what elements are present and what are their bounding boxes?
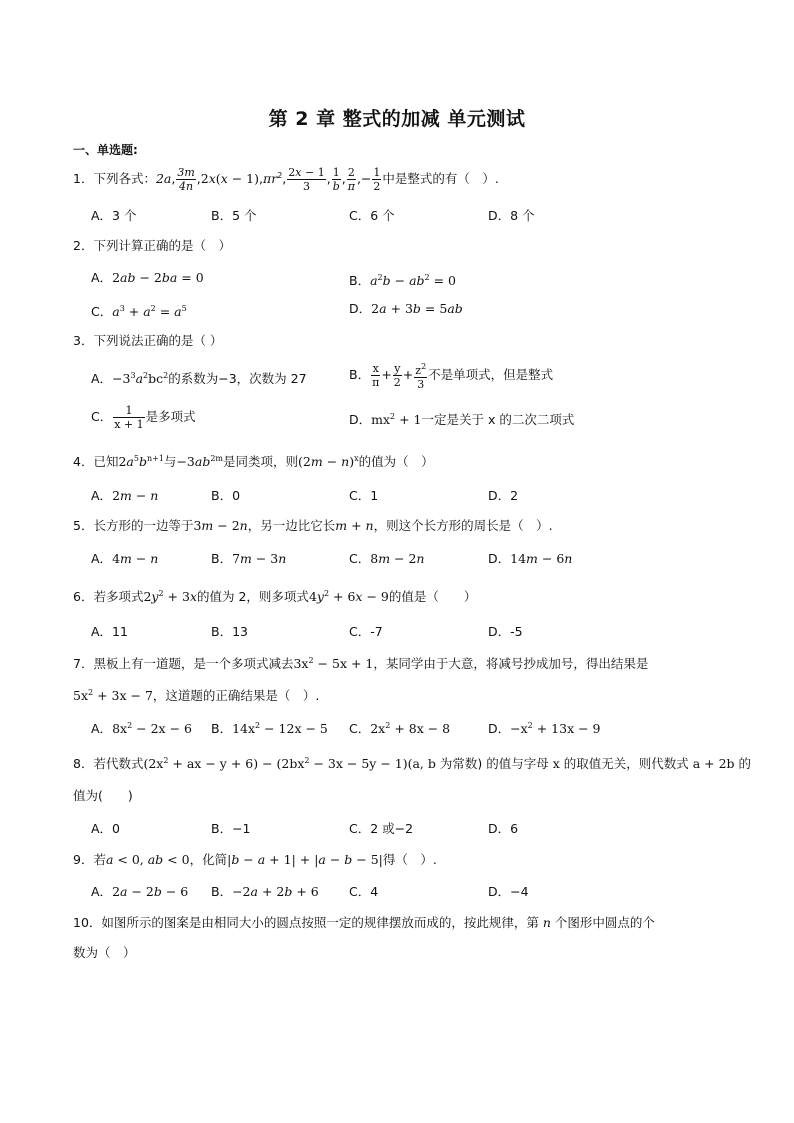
q1-option-a: A．3 个 — [91, 208, 137, 223]
question-3: 3．下列说法正确的是（ ） — [73, 333, 223, 348]
q6-option-a: A．11 — [91, 624, 128, 639]
question-1-prefix: 1．下列各式： — [73, 171, 156, 186]
question-10: 10．如图所示的图案是由相同大小的圆点按照一定的规律摆放而成的，按此规律，第 n 个图形中圆点的个 — [73, 915, 655, 930]
q3-option-d: D．$mx^2 + 1$一定是关于 x 的二次二项式 — [349, 412, 575, 427]
q8-option-b: B．−1 — [211, 821, 251, 836]
q9-option-c: C．4 — [349, 884, 379, 899]
section-heading: 一、单选题: — [73, 143, 138, 157]
q3-option-a: A．$-3^3a^2bc^2$的系数为−3，次数为 27 — [91, 371, 307, 386]
q4-option-a: A．2m − n — [91, 488, 159, 503]
q7-option-c: C．$2x^2 + 8x - 8$ — [349, 721, 451, 736]
q7-option-a: A．$8x^2 - 2x - 6$ — [91, 721, 192, 736]
q6-option-d: D．-5 — [488, 624, 523, 639]
question-4: 4．已知$2a^5b^{n+1}$与$-3ab^{2m}$是同类项，则$(2m - n)^x$的值为（ ） — [73, 454, 434, 469]
q2-option-a: A．2ab − 2ba = 0 — [91, 270, 204, 285]
q9-option-b: B．−2a + 2b + 6 — [211, 884, 319, 899]
q5-option-c: C．8m − 2n — [349, 551, 425, 566]
q5-option-a: A．4m − n — [91, 551, 159, 566]
question-2: 2．下列计算正确的是（ ） — [73, 238, 231, 253]
q4-option-b: B．0 — [211, 488, 241, 503]
question-8-cont: 值为( ) — [73, 788, 133, 803]
question-1: 1．下列各式：2a, $\frac{3m}{4n}$ $,2x(x - 1),\pi r^2$, $\frac{2x - 1}{3}$ , $\frac{1}{b}$ , $\frac{2}{\pi}$ ,− $\frac{1}{2}$ 中是整式的有（ ）. — [73, 166, 499, 193]
q3-option-b: B． $\frac{x}{\pi}$ + $\frac{y}{2}$ + $\frac{z^2}{3}$ 不是单项式，但是整式 — [349, 362, 554, 391]
q2-option-c: C．$a^3 + a^2 = a^5$ — [91, 304, 187, 319]
question-9: 9．若a < 0, ab < 0，化简|b − a + 1| + |a − b − 5|得（ ）. — [73, 852, 437, 867]
q1-option-c: C．6 个 — [349, 208, 395, 223]
question-6: 6．若多项式$2y^2 + 3x$的值为 2，则多项式$4y^2 + 6x - 9$的值是（ ） — [73, 589, 477, 604]
q8-option-d: D．6 — [488, 821, 519, 836]
q4-option-d: D．2 — [488, 488, 519, 503]
q8-option-a: A．0 — [91, 821, 121, 836]
q3-option-c: C． $\frac{1}{x + 1}$ 是多项式 — [91, 404, 196, 431]
question-7-cont: $5x^2 + 3x - 7$，这道题的正确结果是（ ）. — [73, 688, 320, 703]
q7-option-d: D．$-x^2 + 13x - 9$ — [488, 721, 601, 736]
q8-option-c: C．2 或−2 — [349, 821, 414, 836]
q2-option-b: B．$a^2b - ab^2 = 0$ — [349, 273, 456, 288]
q6-option-b: B．13 — [211, 624, 248, 639]
q9-option-d: D．−4 — [488, 884, 529, 899]
question-10-cont: 数为（ ） — [73, 945, 136, 960]
question-5: 5．长方形的一边等于3m − 2n，另一边比它长m + n，则这个长方形的周长是（ ）. — [73, 518, 553, 533]
q5-option-d: D．14m − 6n — [488, 551, 573, 566]
q1-option-b: B．5 个 — [211, 208, 257, 223]
question-1-suffix: 中是整式的有（ ）. — [382, 171, 499, 186]
q4-option-c: C．1 — [349, 488, 379, 503]
q2-option-d: D．2a + 3b = 5ab — [349, 301, 463, 316]
question-7: 7．黑板上有一道题，是一个多项式减去$3x^2 - 5x + 1$，某同学由于大意，将减号抄成加号，得出结果是 — [73, 656, 649, 671]
q5-option-b: B．7m − 3n — [211, 551, 287, 566]
q7-option-b: B．$14x^2 - 12x - 5$ — [211, 721, 328, 736]
q9-option-a: A．2a − 2b − 6 — [91, 884, 189, 899]
q1-option-d: D．8 个 — [488, 208, 535, 223]
q6-option-c: C．-7 — [349, 624, 383, 639]
question-8: 8．若代数式($2x^2$ + ax − $y + 6) - (2bx^2 - 3x - 5y - 1)(a$, b 为常数) 的值与字母 x 的取值无关，则代数式 a + 2b 的 — [73, 756, 752, 771]
page-title: 第 2 章 整式的加减 单元测试 — [268, 108, 526, 130]
